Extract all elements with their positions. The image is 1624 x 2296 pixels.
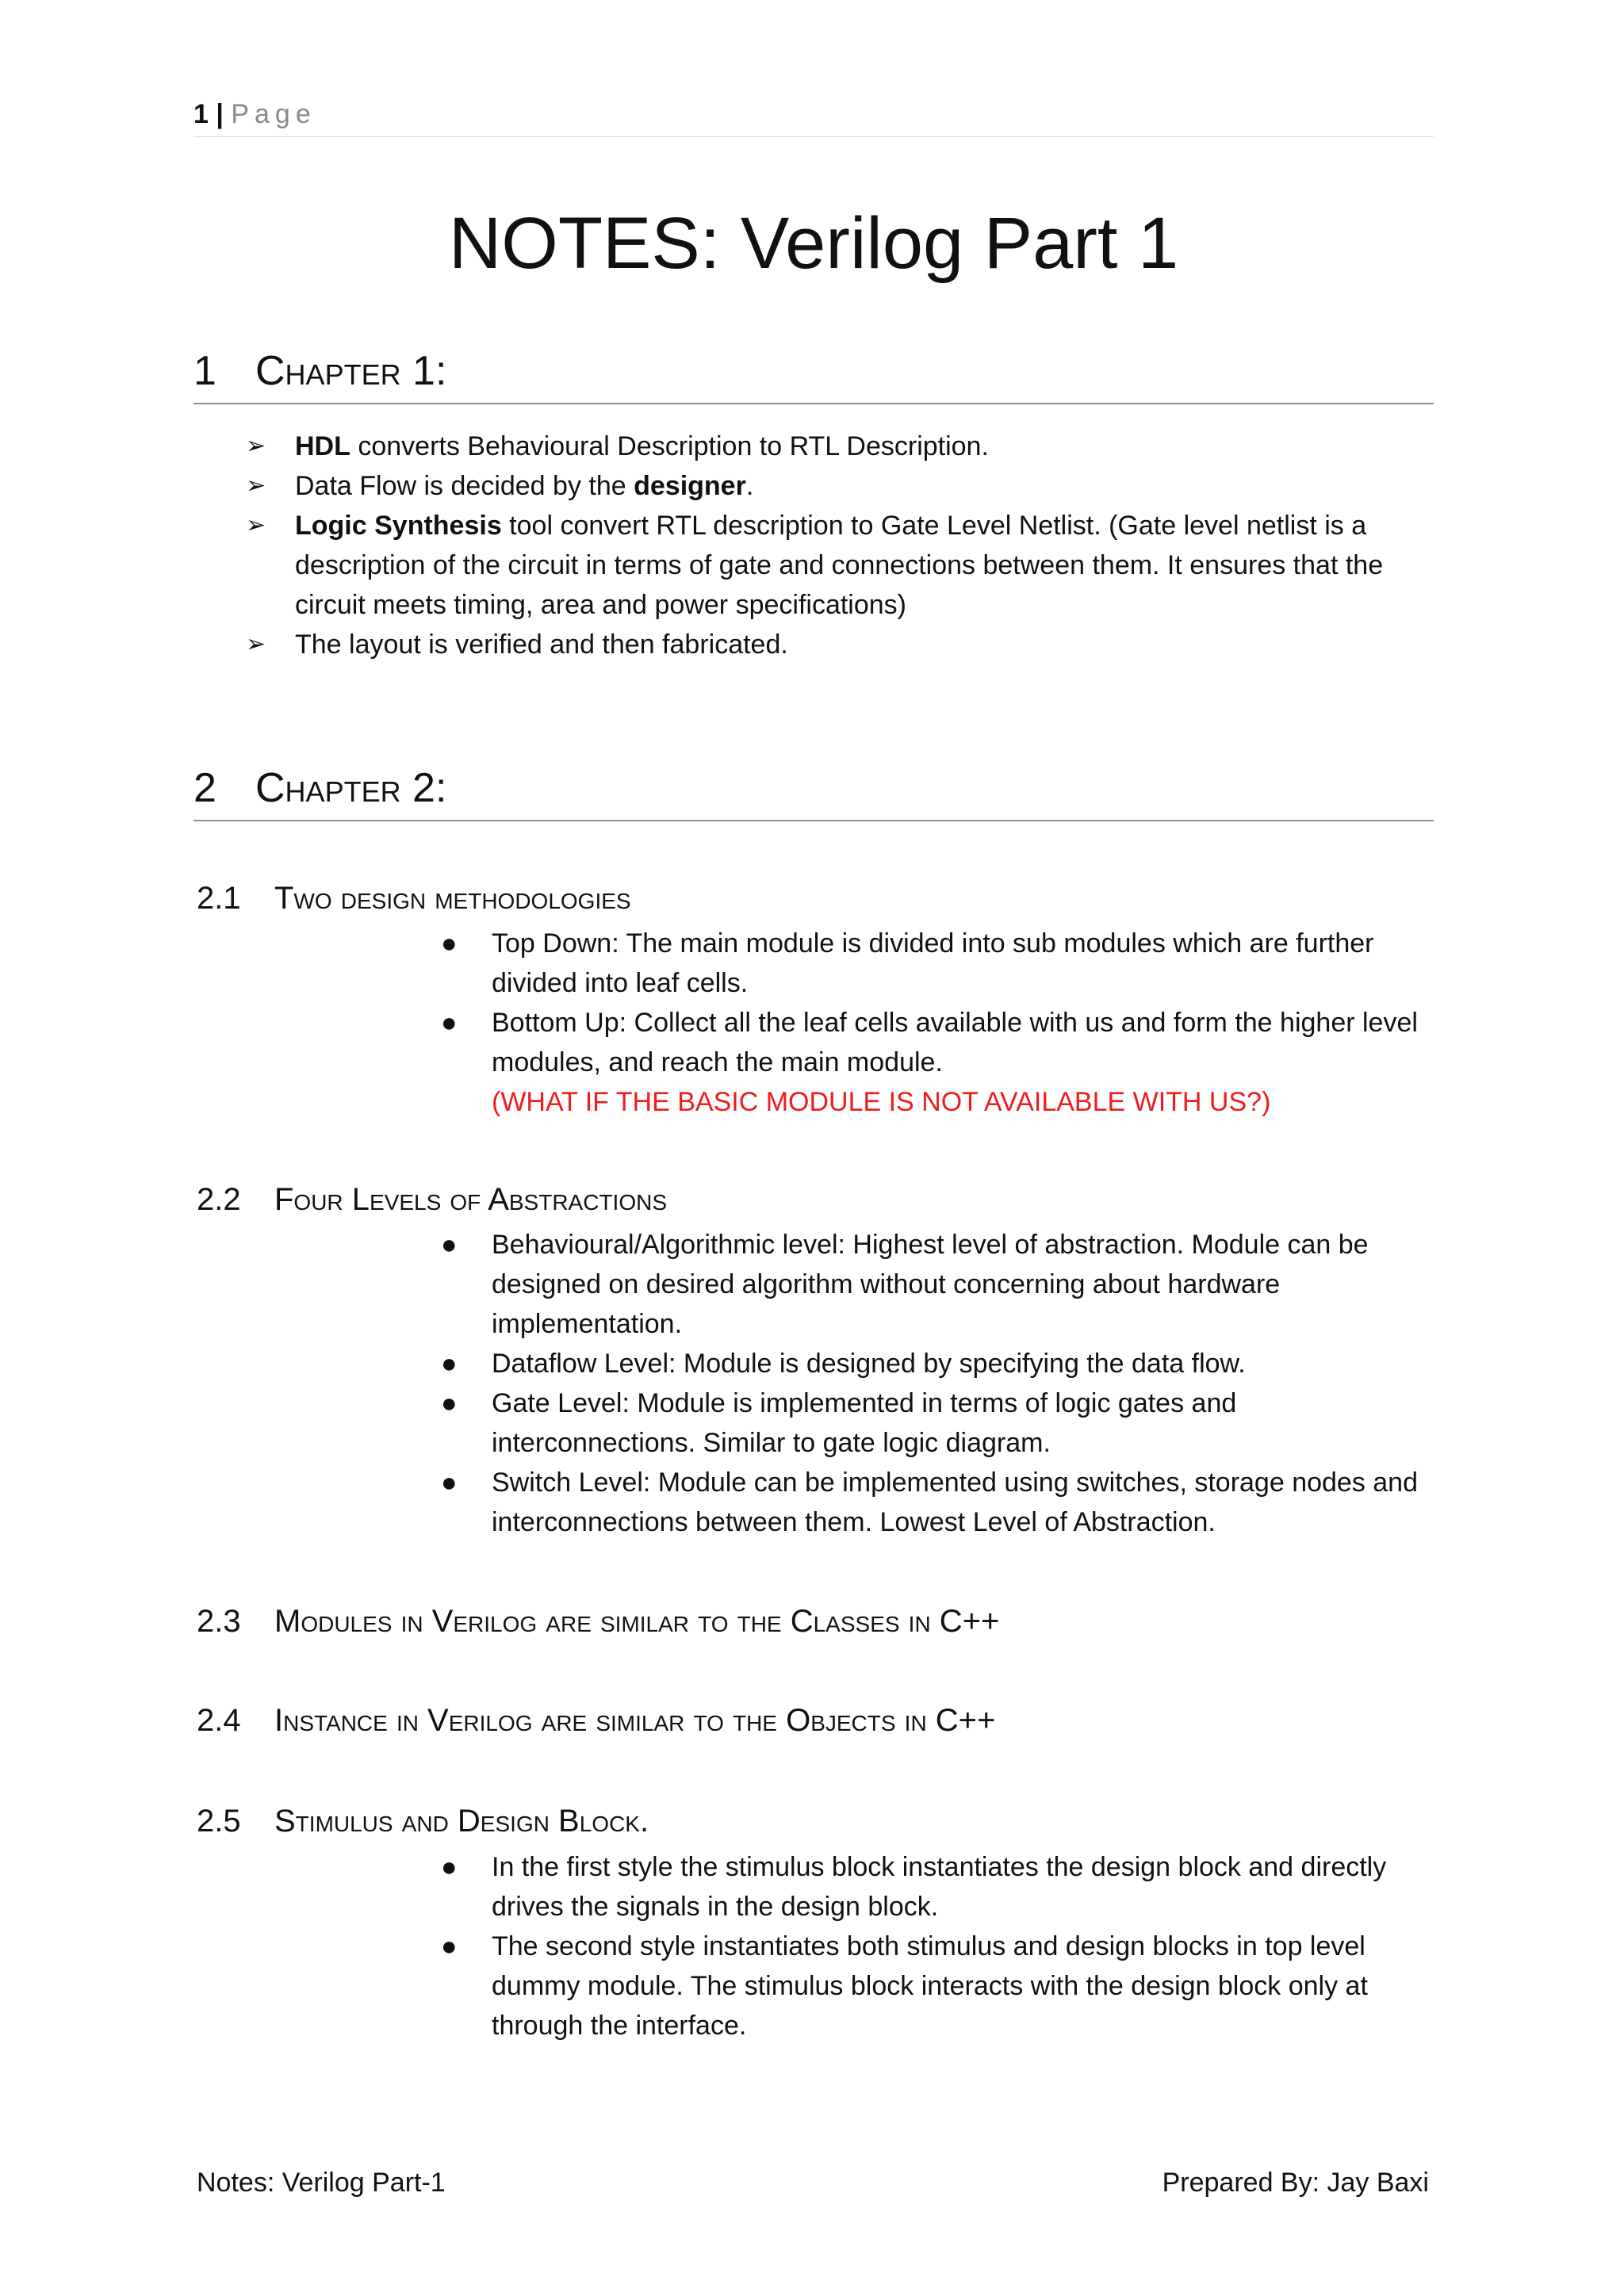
page-separator: | [216,99,224,129]
section-2-3-heading [197,1601,999,1641]
item-text: In the first style the stimulus block instantiates the design block and directly drives the signals in the design block. [492,1852,1387,1922]
bullet-dot-icon: ● [441,1931,458,1961]
bullet-dot-icon: ● [441,1349,458,1379]
item-text: Dataflow Level: Module is designed by specifying the data flow. [492,1349,1246,1379]
bullet-dot-icon: ● [441,1852,458,1882]
item-text: The layout is verified and then fabricated. [295,629,788,660]
chapter-1-heading [193,339,1434,404]
section-2-2-heading [197,1180,667,1219]
arrow-bullet-icon: ➢ [246,473,266,499]
section-number: 2.4 [197,1703,241,1738]
arrow-bullet-icon: ➢ [246,631,266,657]
list-item [441,1344,1435,1383]
footer-left: Notes: Verilog Part-1 [197,2168,446,2198]
list-item [441,1383,1435,1463]
item-text: Gate Level: Module is implemented in terms of logic gates and interconnections. Similar to gate logic diagram. [492,1388,1237,1458]
section-title: Two design methodologies [274,881,631,916]
chapter-2-heading [193,756,1434,821]
list-item [246,466,1435,506]
list-item [441,1225,1435,1344]
section-title: Stimulus and Design Block. [274,1804,649,1839]
document-title: NOTES: Verilog Part 1 [448,203,1179,284]
list-item [441,1463,1435,1542]
section-number: 2.3 [197,1604,241,1639]
page-label: Page [231,99,316,129]
section-2-5-heading [197,1801,649,1841]
section-2-4-heading [197,1701,995,1740]
item-text: Data Flow is decided by the [295,471,634,501]
bullet-dot-icon: ● [441,928,458,959]
item-text: converts Behavioural Description to RTL Description. [350,431,989,461]
item-text: tool convert RTL description to Gate Level Netlist. (Gate level netlist is a description of the circuit in terms of gate and connections between them. It ensures that the circuit meets timing, area and power specifications) [295,511,1384,620]
bullet-dot-icon: ● [441,1388,458,1418]
section-2-5-list [441,1847,1435,2045]
item-text: Switch Level: Module can be implemented using switches, storage nodes and interconnections between them. Lowest Level of Abstraction. [492,1468,1419,1537]
question-note: (WHAT IF THE BASIC MODULE IS NOT AVAILABLE WITH US?) [492,1087,1271,1117]
chapter-1-list [246,427,1435,664]
arrow-bullet-icon: ➢ [246,433,266,459]
section-number: 2.2 [197,1182,241,1217]
page-number: 1 [193,99,209,129]
term: HDL [295,431,350,461]
page-header [193,98,1434,137]
section-number: 2.1 [197,881,241,916]
term: Logic Synthesis [295,511,502,541]
term: designer [634,471,746,501]
bullet-dot-icon: ● [441,1230,458,1260]
list-item [441,1847,1435,1927]
section-2-2-list [441,1225,1435,1542]
item-text: The second style instantiates both stimulus and design blocks in top level dummy module. The stimulus block interacts with the design block only at through the interface. [492,1931,1368,2041]
bullet-dot-icon: ● [441,1468,458,1498]
list-item [246,427,1435,466]
item-text: Bottom Up: Collect all the leaf cells available with us and form the higher level modules, and reach the main module. [492,1008,1418,1077]
arrow-bullet-icon: ➢ [246,512,266,538]
chapter-number: 2 [193,765,216,811]
list-item [441,924,1435,1003]
section-number: 2.5 [197,1804,241,1839]
chapter-number: 1 [193,348,216,394]
chapter-title: Chapter 2: [255,765,447,811]
list-item [441,1003,1435,1122]
list-item [246,625,1435,664]
item-text: Behavioural/Algorithmic level: Highest level of abstraction. Module can be designed on desired algorithm without concerning about hardware implementation. [492,1230,1369,1339]
list-item [246,506,1435,625]
section-title: Modules in Verilog are similar to the Classes in C++ [274,1604,1000,1639]
section-title: Instance in Verilog are similar to the Objects in C++ [274,1703,996,1738]
section-2-1-list [441,924,1435,1122]
chapter-title: Chapter 1: [255,348,447,394]
footer-right: Prepared By: Jay Baxi [1162,2168,1429,2198]
list-item [441,1927,1435,2045]
item-text: . [745,471,754,501]
section-title: Four Levels of Abstractions [274,1182,668,1217]
bullet-dot-icon: ● [441,1008,458,1038]
item-text: Top Down: The main module is divided into sub modules which are further divided into leaf cells. [492,928,1374,998]
section-2-1-heading [197,878,631,918]
